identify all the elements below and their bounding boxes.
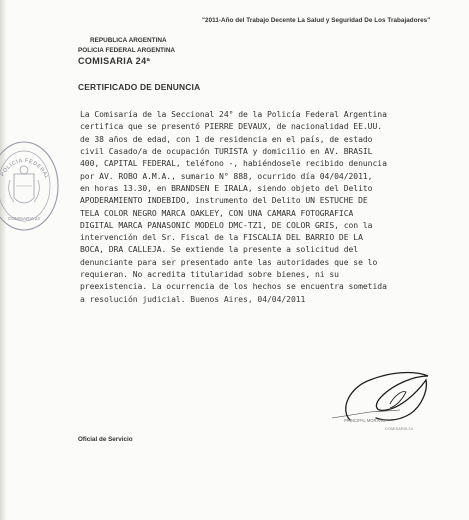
- certificate-body: [80, 109, 464, 306]
- body-line: La Comisaría de la Seccional 24° de la Policía Federal Argentina: [80, 110, 387, 119]
- body-line: certifica que se presentó PIERRE DEVAUX, de nacionalidad EE.UU.: [80, 122, 383, 132]
- signature-stamp-line1: PRINCIPAL MORANO: [344, 418, 386, 423]
- republic-heading: REPUBLICA ARGENTINA: [90, 37, 167, 44]
- body-line: DIGITAL MARCA PANASONIC MODELO DMC-TZ1, DE COLOR GRIS, con la: [80, 220, 373, 230]
- signature-stamp-line2: COMISARIA 24: [385, 426, 413, 431]
- body-line: requieran. No acredita titularidad sobre bienes, ni su: [80, 270, 339, 280]
- scan-edge: [0, 0, 6, 520]
- year-slogan: "2011-Año del Trabajo Decente La Salud y Seguridad De Los Trabajadores": [202, 17, 431, 24]
- body-line: en horas 13.30, en BRANDSEN E IRALA, siendo objeto del Delito: [80, 183, 373, 193]
- body-line: intervención del Sr. Fiscal de la FISCALIA DEL BARRIO DE LA: [80, 233, 363, 243]
- officer-label: Oficial de Servicio: [78, 436, 133, 443]
- police-seal-stamp: [0, 140, 62, 232]
- police-heading: POLICIA FEDERAL ARGENTINA: [78, 47, 176, 54]
- document-title: CERTIFICADO DE DENUNCIA: [78, 82, 201, 92]
- body-line: 400, CAPITAL FEDERAL, teléfono -, habiéndosele recibido denuncia: [80, 159, 387, 169]
- body-line: denunciante para ser presentado ante las autoridades que se lo: [80, 257, 378, 267]
- body-line: TELA COLOR NEGRO MARCA OAKLEY, CON UNA CAMARA FOTOGRAFICA: [80, 208, 354, 218]
- body-line: por AV. ROBO A.M.A., sumario N° 888, ocurrido día 04/04/2011,: [80, 171, 373, 181]
- seal-bottom-text: COMISARIA 24: [8, 216, 40, 221]
- body-line: civil Casado/a de ocupación TURISTA y domicilio en AV. BRASIL: [80, 146, 373, 156]
- body-line: a resolución judicial. Buenos Aires, 04/04/2011: [80, 294, 306, 304]
- body-line: BOCA, DRA CALLEJA. Se extiende la presente a solicitud del: [80, 245, 359, 255]
- body-line: preexistencia. La ocurrencia de los hechos se encuentra sometida: [80, 282, 387, 292]
- body-line: de 38 años de edad, con 1 de residencia en el país, de estado: [80, 134, 373, 144]
- station-heading: COMISARIA 24ª: [78, 56, 151, 66]
- seal-top-text: POLICIA FEDERAL: [0, 157, 50, 181]
- body-line: APODERAMIENTO INDEBIDO, instrumento del Delito UN ESTUCHE DE: [80, 196, 368, 206]
